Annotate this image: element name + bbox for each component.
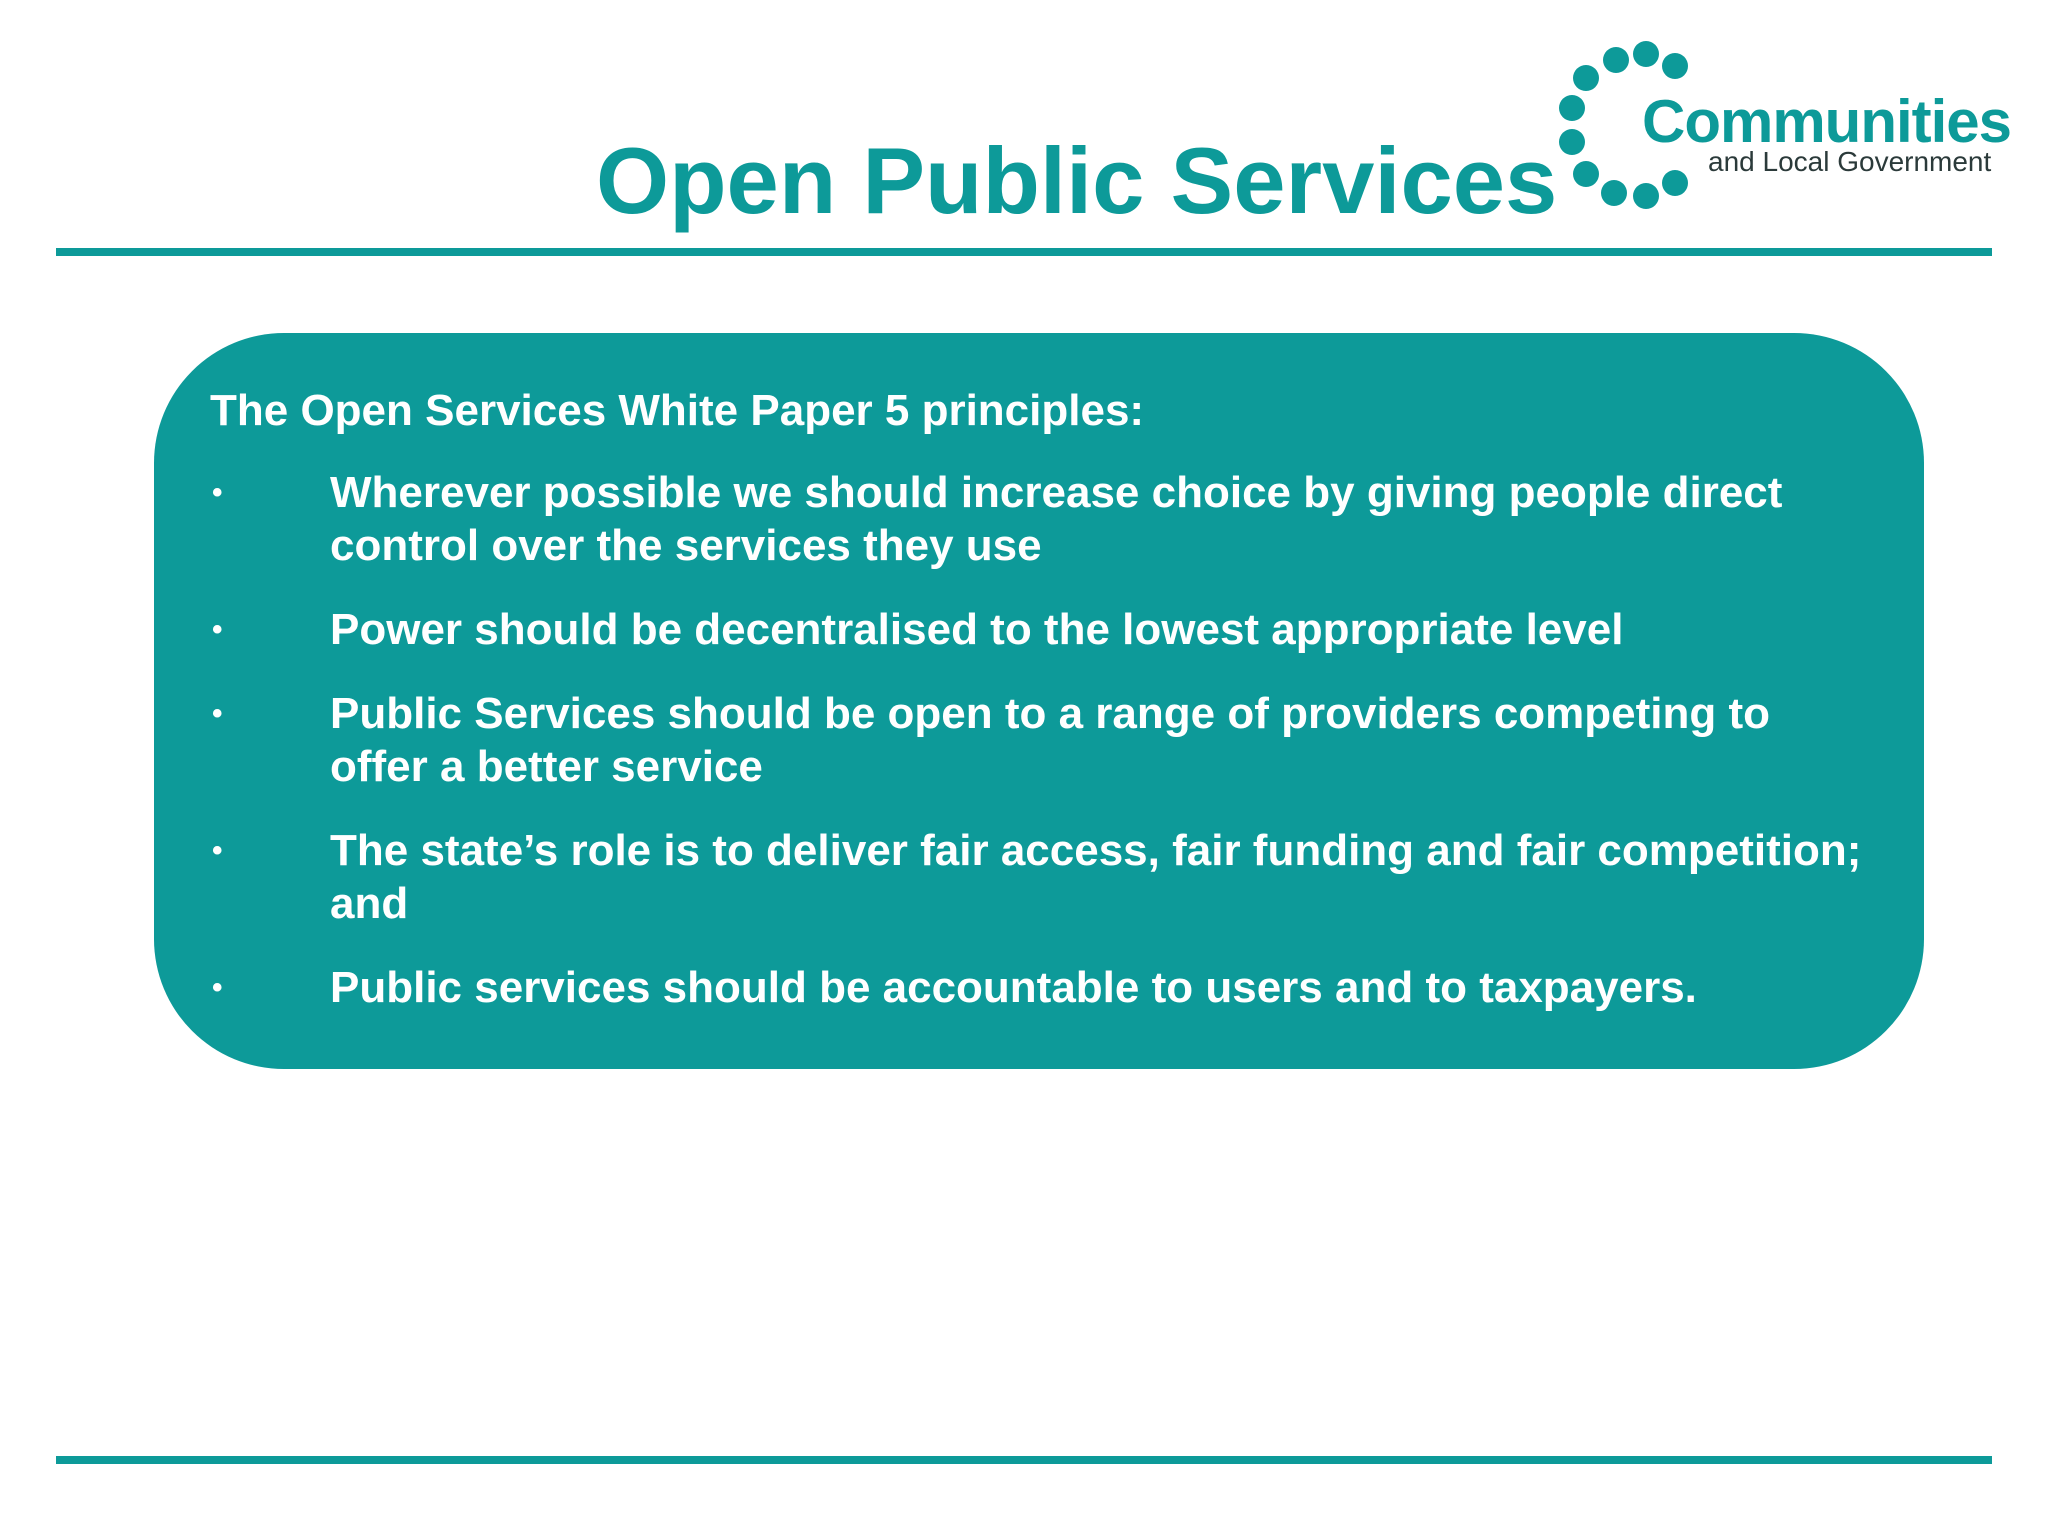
list-item bbox=[210, 603, 1870, 656]
communities-logo bbox=[1548, 36, 2018, 216]
logo-wordmark: Communities bbox=[1642, 88, 2012, 155]
slide-title: Open Public Services bbox=[596, 128, 1558, 233]
bullet-icon: • bbox=[212, 834, 223, 867]
bullet-icon: • bbox=[212, 697, 223, 730]
list-item-text: Power should be decentralised to the lowest appropriate level bbox=[330, 605, 1624, 654]
list-item-text: Public Services should be open to a range of providers competing to offer a better service bbox=[330, 689, 1771, 791]
bullet-icon: • bbox=[212, 476, 223, 509]
list-item bbox=[210, 961, 1870, 1014]
principles-intro: The Open Services White Paper 5 principles: bbox=[210, 386, 1145, 435]
bullet-icon: • bbox=[212, 971, 223, 1004]
list-item bbox=[210, 466, 1870, 572]
list-item-text: The state’s role is to deliver fair access, fair funding and fair competition; and bbox=[330, 826, 1862, 928]
list-item bbox=[210, 824, 1870, 930]
bullet-icon: • bbox=[212, 613, 223, 646]
list-item-text: Wherever possible we should increase choice by giving people direct control over the services they use bbox=[330, 468, 1783, 570]
list-item-text: Public services should be accountable to users and to taxpayers. bbox=[330, 963, 1697, 1012]
logo-subtitle: and Local Government bbox=[1708, 146, 1992, 177]
footer-divider bbox=[56, 1456, 1992, 1464]
principles-list bbox=[210, 466, 1870, 1045]
header-divider bbox=[56, 248, 1992, 256]
list-item bbox=[210, 687, 1870, 793]
